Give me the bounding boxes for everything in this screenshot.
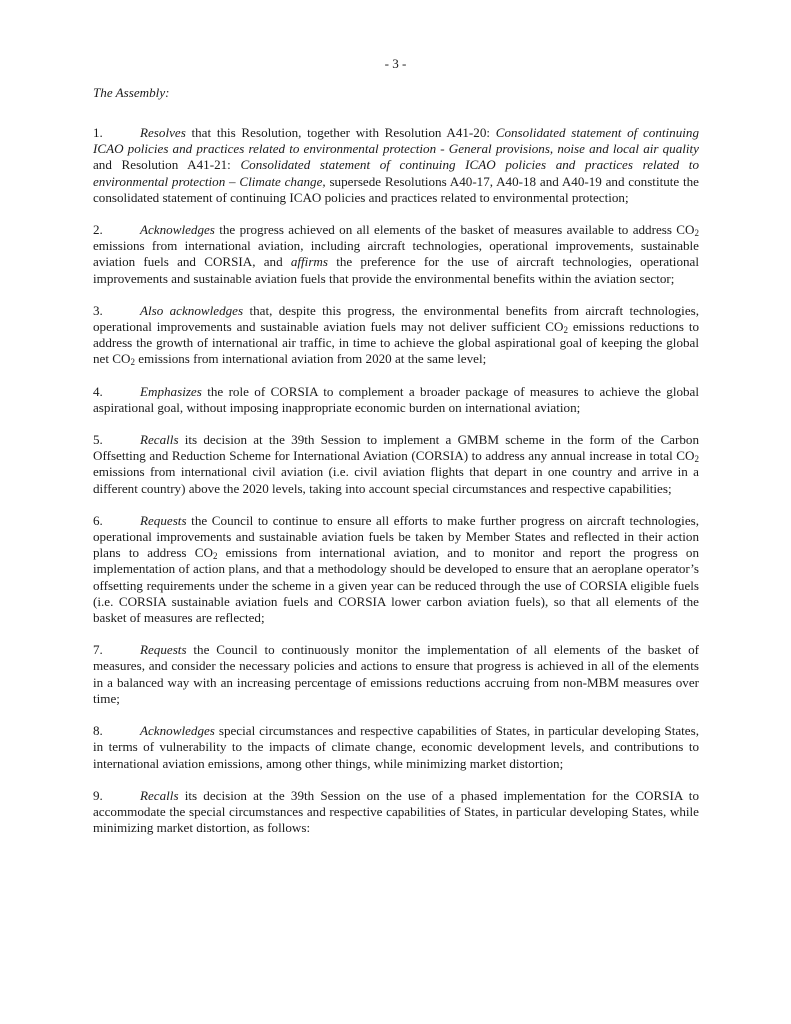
resolution-paragraph — [93, 303, 699, 368]
resolution-paragraph — [93, 723, 699, 772]
operative-verb-italic: Emphasizes — [140, 383, 202, 399]
resolution-paragraph — [93, 642, 699, 707]
paragraph-text: emissions from international aviation from 2020 at the same level; — [134, 351, 487, 367]
paragraph-number: 2. — [93, 222, 103, 238]
paragraph-text: the role of CORSIA to complement a broader package of measures to achieve the global aspirational goal, without imposing inappropriate economic burden on international aviation; — [93, 383, 699, 415]
document-body — [93, 85, 699, 836]
paragraph-text: its decision at the 39th Session to implement a GMBM scheme in the form of the Carbon Offsetting and Reduction Scheme for International Aviation (CORSIA) to address any annual increase in total CO — [93, 432, 699, 464]
paragraph-number: 1. — [93, 125, 103, 140]
page-number: - 3 - — [384, 56, 407, 71]
paragraph-text: that, despite this progress, the environmental benefits from aircraft technologies, operational improvements and sustainable aviation fuels may not deliver sufficient CO — [93, 302, 700, 335]
operative-verb-italic: affirms — [290, 254, 328, 270]
operative-verb-italic: Recalls — [140, 787, 179, 803]
resolution-paragraph — [93, 222, 699, 287]
paragraph-number: 3. — [93, 302, 103, 318]
paragraph-text: emissions from international civil aviation (i.e. civil aviation flights that depart in one country and arrive in a different country) above the 2020 levels, taking into account special circumstances and respective capabilities; — [93, 464, 699, 496]
paragraph-number: 9. — [93, 787, 103, 803]
operative-verb-italic: Acknowledges — [140, 723, 215, 739]
paragraph-text: the Council to continuously monitor the implementation of all elements of the basket of measures, and consider the necessary policies and actions to ensure that progress is achieved in all of the elements in a balanced way with an increasing percentage of emissions reductions accruing from non-MBM measures over time; — [93, 642, 699, 706]
operative-verb-italic: Requests — [140, 642, 187, 658]
paragraph-text: the progress achieved on all elements of the basket of measures available to address CO — [214, 222, 695, 238]
paragraph-text: the preference for the use of aircraft technologies, operational improvements and sustainable aviation fuels that provide the environmental benefits within the aviation sector; — [93, 254, 699, 286]
subscript: 2 — [212, 551, 218, 562]
resolution-paragraph — [93, 432, 699, 497]
paragraph-number: 5. — [93, 432, 103, 448]
paragraph-number: 4. — [93, 383, 103, 399]
resolution-paragraph — [93, 384, 699, 416]
paragraph-text: its decision at the 39th Session on the use of a phased implementation for the CORSIA to accommodate the special circumstances and respective capabilities of States, in particular developing States, while minimizing market distortion, as follows: — [93, 787, 699, 836]
operative-verb-italic: Also acknowledges — [140, 302, 244, 318]
paragraph-text: emissions reductions to address the growth of international air traffic, in time to achieve the global aspirational goal of keeping the global net CO — [93, 319, 699, 367]
paragraph-text: emissions from international aviation, and to monitor and report the progress on implementation of action plans, and that a methodology should be developed to ensure that an aeroplane operator’s offsetting requirements under the scheme in a given year can be reduced through the use of CORSIA eligible fuels (i.e. CORSIA sustainable aviation fuels and CORSIA lower carbon aviation fuels), so that all elements of the basket of measures are reflected; — [93, 545, 699, 626]
paragraph-text: emissions from international aviation, including aircraft technologies, operational improvements, sustainable aviation fuels and CORSIA, and — [93, 238, 699, 270]
operative-verb-italic: Consolidated statement of continuing ICAO policies and practices related to environmental protection – Climate change, — [93, 157, 699, 189]
operative-verb-italic: Consolidated statement of continuing ICAO policies and practices related to environmental protection - General provisions, noise and local air quality — [93, 125, 699, 157]
paragraph-number: 8. — [93, 723, 103, 739]
operative-verb-italic: Recalls — [140, 432, 179, 448]
subscript: 2 — [694, 454, 699, 465]
resolution-paragraph — [93, 513, 699, 626]
paragraph-text: the Council to continue to ensure all efforts to make further progress on aircraft technologies, operational improvements and sustainable aviation fuels be taken by Member States and reflected in their action plans to address CO — [93, 512, 699, 561]
paragraph-text: special circumstances and respective capabilities of States, in particular developing States, in terms of vulnerability to the impacts of climate change, economic development levels, and contributions to international aviation emissions, among other things, while minimizing market distortion; — [93, 723, 699, 771]
subscript: 2 — [563, 325, 568, 336]
paragraph-text: that this Resolution, together with Resolution A41-20: — [185, 125, 496, 140]
subscript: 2 — [130, 357, 135, 368]
paragraph-number: 6. — [93, 512, 103, 528]
paragraph-text: supersede Resolutions A40-17, A40-18 and A40-19 and constitute the consolidated statement of continuing ICAO policies and practices related to environmental protection; — [93, 173, 699, 205]
operative-verb-italic: Requests — [140, 512, 187, 528]
subscript: 2 — [694, 228, 699, 239]
operative-verb-italic: Acknowledges — [140, 222, 215, 238]
operative-verb-italic: Resolves — [140, 125, 186, 140]
paragraph-number: 7. — [93, 642, 103, 658]
preamble-heading: The Assembly: — [93, 85, 170, 100]
resolution-paragraph — [93, 788, 699, 837]
resolution-paragraph — [93, 125, 699, 206]
paragraph-text: and Resolution A41-21: — [93, 157, 241, 173]
